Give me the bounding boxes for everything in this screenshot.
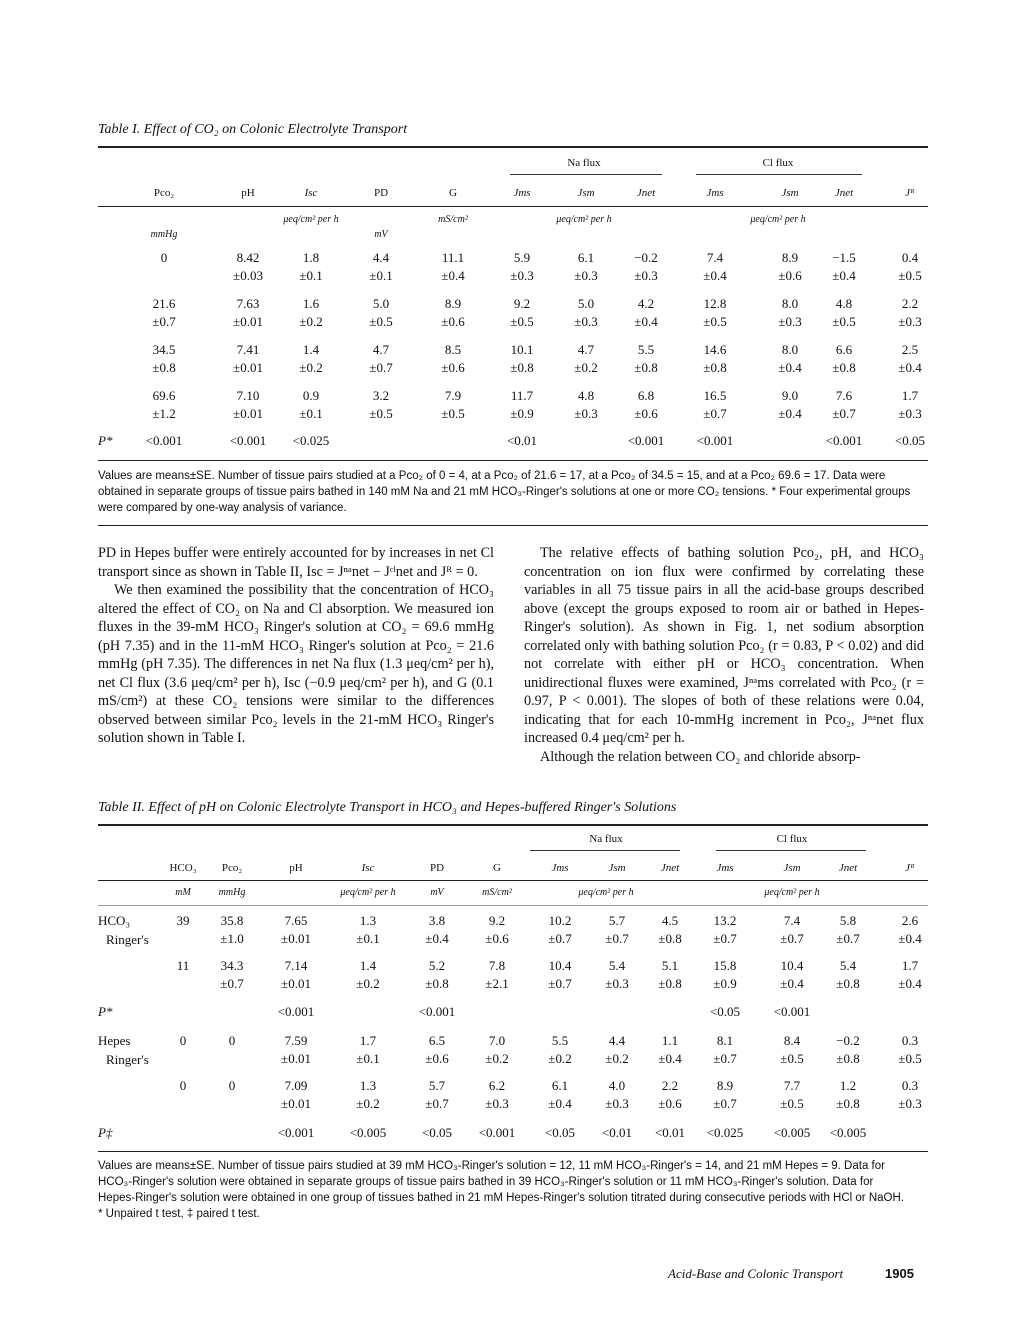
table2-cell-mean: 5.4 [839,958,857,973]
table2-cell-mean: 7.09 [284,1078,308,1093]
table1-cell-mean: 8.9 [444,296,462,311]
table1-cell-mean: 11.1 [441,250,465,265]
table1-header-cell: Jnet [636,187,656,199]
table1-cell-mean: 6.1 [577,250,595,265]
table1-cell-se: ±0.2 [574,360,598,375]
table2-cell-se: ±0.8 [658,976,682,991]
table1-cell-se: ±0.6 [778,268,802,283]
body-left-column [98,544,494,748]
table1-cell-se: ±0.2 [299,314,323,329]
table1-group-na-line [510,174,662,175]
table2-group-na: Na flux [589,833,623,845]
table2-cell-se: ±0.3 [605,1096,629,1111]
table2-hepes-label-1: Hepes [98,1033,131,1048]
table2-header-cell: Jms [716,862,734,874]
table2-cell-mean: 5.8 [839,913,857,928]
table1-cell-mean: 4.8 [577,388,595,403]
table2-cell-mean: 7.7 [783,1078,801,1093]
table2-cell-mean: −0.2 [836,1033,860,1048]
table2-cell-se: ±0.8 [836,1051,860,1066]
table2-unit-pco2: mmHg [218,887,246,898]
table1-cell-se: ±0.4 [441,268,465,283]
table1-header-cell: Jᴿ [905,187,915,199]
table2-cell-se: ±0.5 [780,1051,804,1066]
table2-units-rule [98,905,928,906]
table2-cell-mean: 5.1 [661,958,679,973]
table1-header-cell: Jsm [781,187,799,199]
table2-cell-se: ±0.3 [898,1096,922,1111]
table1-cell-se: ±0.01 [233,406,263,421]
table1-cell-se: ±0.5 [369,406,393,421]
table2-cell-mean: 15.8 [713,958,737,973]
table1-note-rule [98,525,928,526]
table1-cell-mean: 1.7 [901,388,919,403]
table1-cell-mean: 7.41 [236,342,260,357]
table2-header-cell: Jsm [608,862,626,874]
table2-cell-mean: 7.4 [783,913,801,928]
table2-cell-se: ±0.2 [356,1096,380,1111]
table2-hco3-label-1: HCO₃ [98,913,130,928]
table1-cell-p: <0.01 [506,433,538,448]
table1-cell-mean: 0.9 [302,388,320,403]
table2-cell-mean: 1.1 [661,1033,679,1048]
table2-cell-mean: 1.7 [359,1033,377,1048]
table2-cell-se: ±0.7 [713,1051,737,1066]
table2-cell-se: ±0.01 [281,976,311,991]
table2-cell-mean: 0 [179,1078,187,1093]
table1-cell-mean: 34.5 [152,342,176,357]
table2-cell-se: ±0.2 [548,1051,572,1066]
table2-hepes-label-2: Ringer's [106,1052,149,1067]
table2-cell-se: ±2.1 [485,976,509,991]
table1-header-rule [98,206,928,207]
table2-cell-se: ±0.7 [713,931,737,946]
table1-cell-se: ±0.8 [152,360,176,375]
table2-cell-mean: 6.1 [551,1078,569,1093]
table2-cell-p1: <0.001 [418,1004,456,1019]
table1-cell-se: ±0.6 [634,406,658,421]
table1-cell-mean: 5.9 [513,250,531,265]
table1-cell-se: ±0.4 [832,268,856,283]
table1-cell-se: ±0.5 [441,406,465,421]
table1-caption: Table I. Effect of CO₂ on Colonic Electrolyte Transport [98,122,408,137]
table2-cell-se: ±0.6 [485,931,509,946]
body-right-para-1: The relative effects of bathing solution Pco₂, pH, and HCO₃ concentration on ion flux were confirmed by correlating these variables in all 75 tissue pairs in all the acid-base groups described above (except the groups exposed to room air or bathed in Hepes-Ringer's solution). As shown in Fig. 1, net sodium absorption correlated only with bathing solution Pco₂ (r = 0.83, P < 0.02) and did not correlate with either pH or HCO₃ concentration. When unidirectional fluxes were examined, Jⁿᵃms correlated with Pco₂ (r = 0.97, P < 0.001). The slopes of both of these relations were 0.04, indicating that for each 10-mmHg increment in Pco₂, Jⁿᵃnet flux increased 0.4 μeq/cm² per h. [524,545,924,746]
table2-header-cell: PD [429,862,445,874]
table2-header-cell: pH [289,862,303,874]
table1-cell-mean: 21.6 [152,296,176,311]
table2-cell-mean: 5.2 [428,958,446,973]
table2-cell-mean: 2.2 [661,1078,679,1093]
table2-cell-mean: 8.9 [716,1078,734,1093]
table2-p2-label: P‡ [98,1125,113,1140]
table2-unit-g: mS/cm² [482,887,512,898]
table1-cell-se: ±0.8 [703,360,727,375]
table1-cell-mean: 1.8 [302,250,320,265]
table1-bottom-rule [98,460,928,461]
table1-cell-se: ±0.4 [778,360,802,375]
footer-running-title: Acid-Base and Colonic Transport [668,1266,844,1281]
table1-cell-mean: 1.4 [302,342,320,357]
table2-header-cell: HCO₃ [169,862,197,874]
table1-cell-se: ±0.9 [510,406,534,421]
table2-cell-se: ±0.4 [898,931,922,946]
table2-cell-p2: <0.005 [829,1125,867,1140]
table1-cell-se: ±0.7 [832,406,856,421]
table1-cell-mean: 6.6 [835,342,853,357]
table2-caption: Table II. Effect of pH on Colonic Electrolyte Transport in HCO₃ and Hepes-buffered Ringer's Solutions [98,800,677,815]
body-right-column [524,544,924,766]
table1-cell-mean: 7.63 [236,296,260,311]
table1-cell-se: ±0.8 [634,360,658,375]
table1-cell-mean: 7.9 [444,388,462,403]
table2-cell-p1: <0.001 [773,1004,811,1019]
table1-cell-mean: 7.10 [236,388,260,403]
table1-unit-g: mS/cm² [438,214,468,225]
body-left-para-2: We then examined the possibility that the concentration of HCO₃ altered the effect of CO₂ on Na and Cl absorption. We measured ion fluxes in the 39-mM HCO₃ Ringer's solution at CO₂ = 69.6 mmHg (pH 7.35) and in the 11-mM HCO₃ Ringer's solution at Pco₂ = 21.6 mmHg (pH 7.35). The differences in net Na flux (1.3 μeq/cm² per h), net Cl flux (3.6 μeq/cm² per h), Isc (−0.9 μeq/cm² per h), and G (0.1 mS/cm²) at these CO₂ tensions were similar to the differences observed between similar Pco₂ levels in the 21-mM HCO₃ Ringer's solution shown in Table I. [98,582,494,746]
table2-cell-mean: 1.4 [359,958,377,973]
table2-cell-p1: <0.05 [709,1004,741,1019]
table1-unit-cl: μeq/cm² per h [750,214,806,225]
table1-cell-se: ±0.3 [574,406,598,421]
table1-cell-mean: −0.2 [634,250,658,265]
table2-cell-se: ±0.7 [548,976,572,991]
table2-cell-mean: 10.4 [780,958,804,973]
table2-cell-mean: 4.0 [608,1078,626,1093]
table2-cell-mean: 39 [176,913,190,928]
table1-cell-mean: 1.6 [302,296,320,311]
table1-cell-p: <0.05 [894,433,926,448]
table2-cell-se: ±0.7 [780,931,804,946]
table2-cell-se: ±0.1 [356,931,380,946]
table2-cell-mean: 2.6 [901,913,919,928]
table1-cell-se: ±0.3 [510,268,534,283]
table1-cell-mean: 0 [160,250,168,265]
table2-cell-mean: 6.5 [428,1033,446,1048]
table1-cell-se: ±0.3 [574,314,598,329]
table1-cell-se: ±0.5 [510,314,534,329]
table1-header-cell: PD [373,187,389,199]
table2-cell-se: ±0.01 [281,1051,311,1066]
table2-header-cell: Jnet [838,862,858,874]
table2-cell-mean: 8.4 [783,1033,801,1048]
table1-top-rule [98,146,928,148]
table2-unit-cl: μeq/cm² per h [764,887,820,898]
table1-cell-se: ±0.1 [299,268,323,283]
table1-cell-se: ±0.6 [441,314,465,329]
table1-cell-se: ±0.4 [634,314,658,329]
table1-cell-se: ±0.8 [510,360,534,375]
table1-unit-isc: μeq/cm² per h [283,214,339,225]
table1-header-cell: Jms [513,187,531,199]
footer-page-number: 1905 [885,1266,914,1281]
table2-group-cl-line [716,850,866,851]
table2-header-cell: Jsm [783,862,801,874]
table2-cell-se: ±0.7 [220,976,244,991]
table1-cell-mean: 69.6 [152,388,176,403]
table2-cell-mean: 3.8 [428,913,446,928]
table2-cell-mean: 7.8 [488,958,506,973]
table1-cell-mean: 7.6 [835,388,853,403]
table2-unit-pd: mV [430,887,444,898]
table1-cell-mean: 14.6 [703,342,727,357]
table2-cell-mean: 1.7 [901,958,919,973]
table2-group-cl: Cl flux [776,833,808,845]
table1-note: Values are means±SE. Number of tissue pairs studied at a Pco₂ of 0 = 4, at a Pco₂ of 21.6 = 17, at a Pco₂ of 34.5 = 15, and at a Pco₂ 69.6 = 17. Data were obtained in separate groups of tissue pairs bathed in 140 mM Na and 21 mM HCO₃-Ringer's solutions at one or more CO₂ tensions. * Four experimental groups were compared by one-way analysis of variance. [98,470,911,514]
table2-cell-se: ±0.2 [605,1051,629,1066]
table1-cell-se: ±0.7 [703,406,727,421]
table2-cell-se: ±0.4 [548,1096,572,1111]
table1-cell-mean: 11.7 [510,388,534,403]
table2-cell-mean: 0 [179,1033,187,1048]
table1-cell-mean: 12.8 [703,296,727,311]
table2-cell-mean: 7.65 [284,913,308,928]
table2-cell-mean: 0.3 [901,1033,919,1048]
table1-cell-mean: 8.42 [236,250,260,265]
table1-cell-p: <0.001 [145,433,183,448]
table2-cell-se: ±0.4 [780,976,804,991]
table1-cell-se: ±0.2 [299,360,323,375]
table1-unit-pd: mV [374,229,388,240]
table2-cell-se: ±0.1 [356,1051,380,1066]
table1-cell-se: ±0.5 [832,314,856,329]
table1-cell-se: ±0.03 [233,268,263,283]
table2-cell-se: ±0.8 [425,976,449,991]
table1-cell-mean: 4.7 [577,342,595,357]
table1-cell-se: ±0.3 [574,268,598,283]
table2-cell-mean: 10.2 [548,913,572,928]
table1-cell-se: ±0.4 [898,360,922,375]
table1-cell-p: <0.001 [825,433,863,448]
table1-cell-se: ±1.2 [152,406,176,421]
table2-unit-hco3: mM [175,887,191,898]
table1-cell-mean: 3.2 [372,388,390,403]
table2-cell-mean: 7.0 [488,1033,506,1048]
table2-cell-p2: <0.005 [773,1125,811,1140]
table2-cell-mean: 5.5 [551,1033,569,1048]
table2-cell-mean: 0 [228,1078,236,1093]
table1-group-cl: Cl flux [762,157,794,169]
table2-cell-mean: 1.3 [359,1078,377,1093]
table2-cell-mean: 35.8 [220,913,244,928]
table2-cell-se: ±0.8 [836,1096,860,1111]
table1-cell-mean: 8.5 [444,342,462,357]
table1-p-label: P* [98,433,113,448]
table1-cell-mean: 6.8 [637,388,655,403]
table2-cell-mean: 5.7 [428,1078,446,1093]
table2-header-cell: G [493,862,501,874]
table2-header-cell: Jᴿ [905,862,915,874]
body-left-para-1: PD in Hepes buffer were entirely accounted for by increases in net Cl transport since as shown in Table II, Isc = Jⁿᵃnet − Jᶜˡnet and Jᴿ = 0. [98,545,494,580]
table1-cell-p: <0.001 [229,433,267,448]
table2-unit-isc: μeq/cm² per h [340,887,396,898]
table1-group-cl-line [696,174,862,175]
table1-cell-se: ±0.3 [898,406,922,421]
table1-cell-mean: 8.9 [781,250,799,265]
table2-cell-se: ±0.4 [658,1051,682,1066]
table1-cell-se: ±0.3 [634,268,658,283]
table1-cell-mean: 5.0 [577,296,595,311]
table2-cell-mean: 4.4 [608,1033,626,1048]
table1-cell-se: ±0.5 [898,268,922,283]
table2-bottom-rule [98,1151,928,1152]
table2-header-cell: Isc [361,862,375,874]
table2-cell-p2: <0.001 [277,1125,315,1140]
table2-cell-mean: 9.2 [488,913,506,928]
table1-cell-se: ±0.6 [441,360,465,375]
table2-cell-se: ±0.6 [425,1051,449,1066]
table1-header-cell: Isc [304,187,318,199]
table2-cell-se: ±0.8 [836,976,860,991]
table1-cell-se: ±0.8 [832,360,856,375]
table1-cell-se: ±0.4 [703,268,727,283]
table2-cell-p2: <0.025 [706,1125,744,1140]
table2-cell-se: ±0.2 [356,976,380,991]
table2-cell-mean: 0.3 [901,1078,919,1093]
table1-header-cell: G [449,187,457,199]
table2-header-rule [98,880,928,881]
table2-cell-se: ±0.3 [485,1096,509,1111]
table2-header-cell: Jnet [660,862,680,874]
table2-cell-se: ±0.6 [658,1096,682,1111]
table1-cell-mean: 4.8 [835,296,853,311]
table2-cell-se: ±0.9 [713,976,737,991]
table1-cell-mean: 0.4 [901,250,919,265]
table2-cell-mean: 10.4 [548,958,572,973]
table1-unit-pco2: mmHg [150,229,178,240]
table2-unit-na: μeq/cm² per h [578,887,634,898]
table2-cell-se: ±1.0 [220,931,244,946]
table2-cell-se: ±0.3 [605,976,629,991]
table2-cell-p2: <0.05 [421,1125,453,1140]
table1-cell-se: ±0.7 [152,314,176,329]
table1-cell-se: ±0.01 [233,314,263,329]
table1-cell-se: ±0.1 [369,268,393,283]
table1-cell-mean: 16.5 [703,388,727,403]
table2-cell-se: ±0.5 [780,1096,804,1111]
table2-cell-p1: <0.001 [277,1004,315,1019]
table1-cell-mean: 9.2 [513,296,531,311]
table2-cell-mean: 1.2 [839,1078,857,1093]
table1-cell-se: ±0.4 [778,406,802,421]
table2-cell-se: ±0.7 [713,1096,737,1111]
table1-header-cell: Pco₂ [153,187,175,199]
table2-note: Values are means±SE. Number of tissue pairs studied at 39 mM HCO₃-Ringer's solution = 12, 11 mM HCO₃-Ringer's = 14, and 21 mM Hepes = 9. Data for HCO₃-Ringer's solution were obtained in separate groups of tissue pairs bathed in 39 HCO₃-Ringer's solution or 11 mM HCO₃-Ringer's solution. Data for Hepes-Ringer's solution were obtained in one group of tissues bathed in 21 mM Hepes-Ringer's solution titrated during consecutive periods with HCl or NaOH. * Unpaired t test, ‡ paired t test. [98,1160,904,1220]
table2-cell-mean: 11 [176,958,190,973]
table2-top-rule [98,824,928,826]
table2-cell-mean: 1.3 [359,913,377,928]
table2-cell-mean: 5.7 [608,913,626,928]
table2-cell-se: ±0.7 [605,931,629,946]
table2-hco3-label-2: Ringer's [106,932,149,947]
table1-cell-se: ±0.3 [898,314,922,329]
table2-cell-se: ±0.01 [281,931,311,946]
table1-cell-mean: 7.4 [706,250,724,265]
body-right-para-2: Although the relation between CO₂ and chloride absorp- [540,748,861,765]
table2-cell-mean: 7.59 [284,1033,308,1048]
table1-cell-p: <0.001 [696,433,734,448]
table2-cell-mean: 5.4 [608,958,626,973]
table2-cell-mean: 7.14 [284,958,308,973]
table1-cell-p: <0.001 [627,433,665,448]
table1-cell-p: <0.025 [292,433,330,448]
table1-cell-mean: 2.2 [901,296,919,311]
table1-cell-mean: 9.0 [781,388,799,403]
table2-cell-p2: <0.05 [544,1125,576,1140]
table2-cell-se: ±0.7 [425,1096,449,1111]
table2-cell-p2: <0.01 [601,1125,633,1140]
table1-cell-mean: 2.5 [901,342,919,357]
table1-cell-mean: 10.1 [510,342,534,357]
table2-header-cell: Pco₂ [221,862,243,874]
table1-cell-se: ±0.01 [233,360,263,375]
table2-cell-se: ±0.4 [425,931,449,946]
table2-cell-p2: <0.001 [478,1125,516,1140]
table2-header-cell: Jms [551,862,569,874]
table1-header-cell: Jnet [834,187,854,199]
table1-cell-se: ±0.5 [703,314,727,329]
table2-group-na-line [530,850,680,851]
table1-cell-mean: −1.5 [832,250,856,265]
table1-header-cell: Jms [706,187,724,199]
table2-cell-se: ±0.7 [836,931,860,946]
table1-header-cell: Jsm [577,187,595,199]
table2-cell-se: ±0.7 [548,931,572,946]
table1-group-na: Na flux [567,157,601,169]
table2-cell-mean: 8.1 [716,1033,734,1048]
table2-cell-se: ±0.5 [898,1051,922,1066]
table1-cell-se: ±0.1 [299,406,323,421]
table2-p1-label: P* [98,1004,113,1019]
table1-unit-na: μeq/cm² per h [556,214,612,225]
table1-cell-mean: 4.4 [372,250,390,265]
table1-cell-mean: 4.2 [637,296,655,311]
table2-cell-mean: 13.2 [713,913,737,928]
table1-cell-mean: 8.0 [781,342,799,357]
table1-cell-mean: 5.0 [372,296,390,311]
table1-cell-se: ±0.5 [369,314,393,329]
table1-cell-se: ±0.7 [369,360,393,375]
table1-header-cell: pH [241,187,255,199]
table2-cell-mean: 0 [228,1033,236,1048]
table2-cell-mean: 34.3 [220,958,244,973]
table1-cell-mean: 4.7 [372,342,390,357]
table2-cell-se: ±0.8 [658,931,682,946]
table2-cell-mean: 6.2 [488,1078,506,1093]
table2-cell-se: ±0.4 [898,976,922,991]
table1-cell-se: ±0.3 [778,314,802,329]
table1-cell-mean: 5.5 [637,342,655,357]
table2-cell-p2: <0.005 [349,1125,387,1140]
table2-cell-se: ±0.01 [281,1096,311,1111]
table1-cell-mean: 8.0 [781,296,799,311]
table2-cell-se: ±0.2 [485,1051,509,1066]
table2-cell-mean: 4.5 [661,913,679,928]
table2-cell-p2: <0.01 [654,1125,686,1140]
